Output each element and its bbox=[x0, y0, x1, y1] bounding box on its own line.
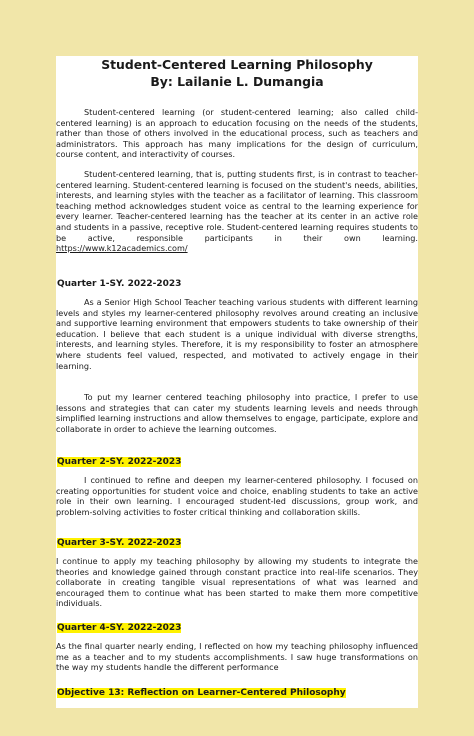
objective-heading: Objective 13: Reflection on Learner-Centered Philosophy bbox=[57, 688, 346, 698]
quarter-4-paragraph: As the final quarter nearly ending, I reflected on how my teaching philosophy influenced me as a teacher and to my students accomplishments. I saw huge transformations on the way my students handle the different performance bbox=[56, 641, 418, 673]
source-link[interactable]: https://www.k12academics.com/ bbox=[56, 243, 188, 254]
quarter-3-heading: Quarter 3-SY. 2022-2023 bbox=[57, 538, 182, 548]
quarter-3-paragraph: I continue to apply my teaching philosophy by allowing my students to integrate the theories and knowledge gained through constant practice into real-life scenarios. They collaborate in creating tangible visual representations of what was learned and encouraged them to continue what has been started to make them more competitive individuals. bbox=[56, 556, 418, 609]
intro-paragraph-2 bbox=[56, 169, 418, 254]
quarter-1-heading: Quarter 1-SY. 2022-2023 bbox=[57, 279, 182, 289]
document-page bbox=[56, 56, 418, 708]
quarter-1-paragraph-2: To put my learner centered teaching philosophy into practice, I prefer to use lessons and strategies that can cater my students learning levels and needs through simplified learning instructions and allow themselves to engage, participate, explore and collaborate in order to achieve the learning outcomes. bbox=[56, 392, 418, 434]
quarter-2-heading: Quarter 2-SY. 2022-2023 bbox=[57, 457, 182, 467]
quarter-2-paragraph: I continued to refine and deepen my learner-centered philosophy. I focused on creating opportunities for student voice and choice, enabling students to take an active role in their own learning. I encouraged student-led discussions, group work, and problem-solving activities to foster critical thinking and collaboration skills. bbox=[56, 475, 418, 517]
document-author: By: Lailanie L. Dumangia bbox=[150, 74, 324, 89]
intro-paragraph-2-text: Student-centered learning, that is, putting students first, is in contrast to teacher-centered learning. Student-centered learning is focused on the student's needs, abilities, interests, and learning styles with the teacher as a facilitator of learning. This classroom teaching method acknowledges student voice as central to the learning experience for every learner. Teacher-centered learning has the teacher at its center in an active role and students in a passive, receptive role. Student-centered learning requires students to be active, responsible participants in their own learning. bbox=[56, 169, 418, 243]
quarter-1-paragraph-1: As a Senior High School Teacher teaching various students with different learning levels and styles my learner-centered philosophy revolves around creating an inclusive and supportive learning environment that empowers students to take ownership of their education. I believe that each student is a unique individual with diverse strengths, interests, and learning styles. Therefore, it is my responsibility to foster an atmosphere where students feel valued, respected, and motivated to actively engage in their learning. bbox=[56, 297, 418, 371]
intro-paragraph-1: Student-centered learning (or student-centered learning; also called child-centered learning) is an approach to education focusing on the needs of the students, rather than those of others involved in the educational process, such as teachers and administrators. This approach has many implications for the design of curriculum, course content, and interactivity of courses. bbox=[56, 107, 418, 160]
quarter-4-heading: Quarter 4-SY. 2022-2023 bbox=[57, 623, 182, 633]
document-title: Student-Centered Learning Philosophy bbox=[101, 57, 373, 72]
